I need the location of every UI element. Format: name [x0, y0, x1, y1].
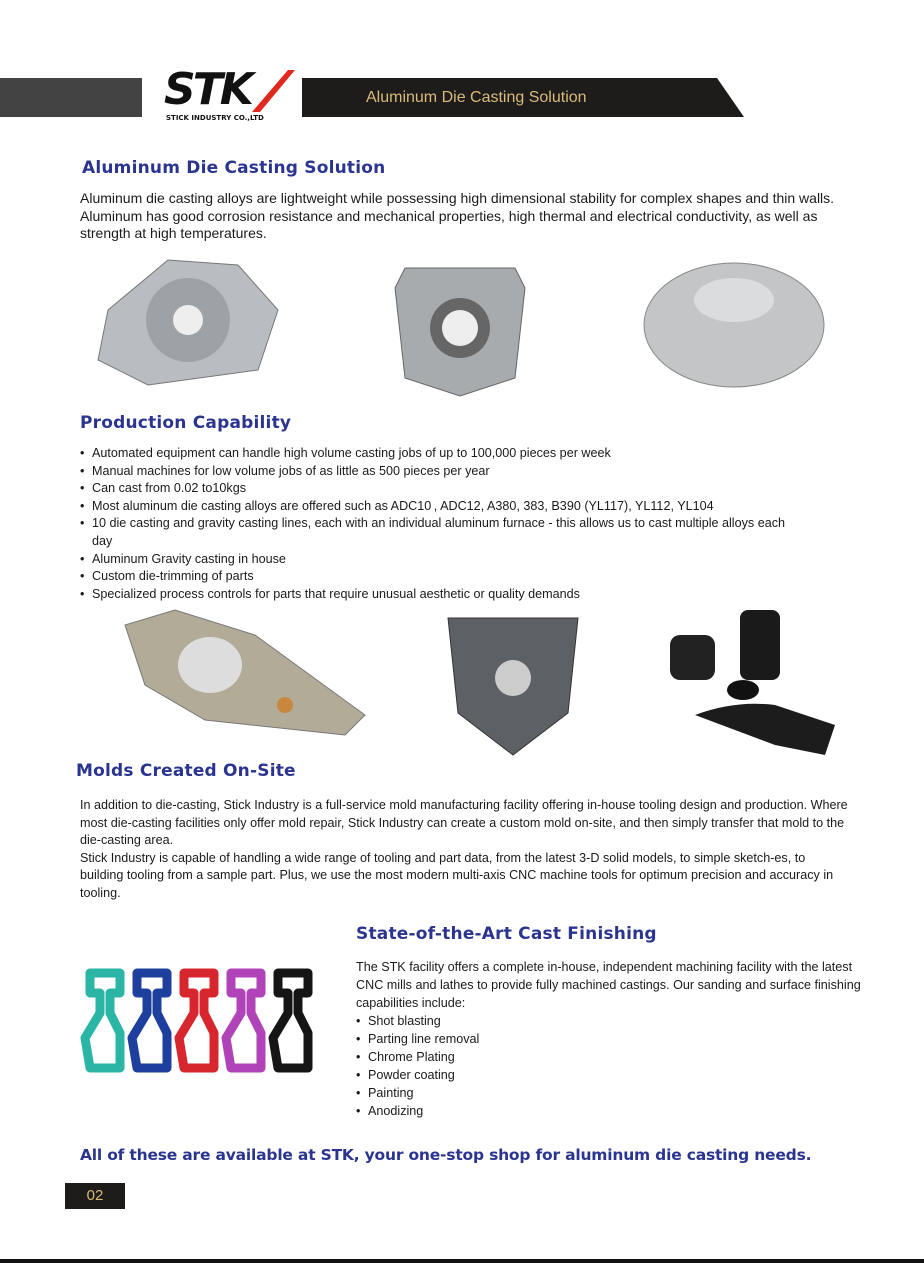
list-item: • Manual machines for low volume jobs of as little as 500 pieces per year [80, 463, 800, 481]
list-item: • Can cast from 0.02 to10kgs [80, 480, 800, 498]
molds-paragraph: In addition to die-casting, Stick Industry is a full-service mold manufacturing facility offering in-house tooling design and production. Where most die-casting facilities only offer mold repair, Stick Industry can create a custom mold on-site, and then simply transfer that mold to the die-casting area. [80, 798, 848, 848]
molds-text [80, 797, 850, 903]
section-title-finishing: State-of-the-Art Cast Finishing [356, 924, 657, 944]
list-item: • Most aluminum die casting alloys are offered such as ADC10 , ADC12, A380, 383, B390 (YL117), YL112, YL104 [80, 498, 800, 516]
section-title-production: Production Capability [80, 413, 292, 433]
production-list [80, 445, 800, 603]
colored-hooks-image [80, 968, 325, 1078]
black-parts-image [665, 605, 840, 760]
page-number: 02 [86, 1187, 104, 1204]
list-item: • Anodizing [356, 1102, 866, 1120]
list-item: • Aluminum Gravity casting in house [80, 551, 800, 569]
bottom-rule [0, 1259, 924, 1263]
logo [160, 64, 296, 124]
section-title-molds: Molds Created On-Site [76, 761, 296, 781]
aluminum-cover-image [642, 255, 827, 390]
molds-paragraph: Stick Industry is capable of handling a wide range of tooling and part data, from the latest 3-D solid models, to simple sketch-es, to building tooling from a sample part. Plus, we use the most modern multi-axis CNC machine tools for optimum precision and accuracy in tooling. [80, 850, 834, 900]
header-left-bar [0, 78, 142, 117]
hook-shape [132, 973, 167, 1068]
finishing-text [356, 958, 866, 1120]
hook-shape [226, 973, 261, 1068]
list-item: • 10 die casting and gravity casting lines, each with an individual aluminum furnace - this allows us to cast multiple alloys each day [80, 515, 800, 550]
banner-title: Aluminum Die Casting Solution [366, 89, 587, 106]
list-item: • Shot blasting [356, 1012, 866, 1030]
finishing-intro: The STK facility offers a complete in-house, independent machining facility with the latest CNC mills and lathes to provide fully machined castings. Our sanding and surface finishing capabilities include: [356, 960, 861, 1010]
hook-shape [273, 973, 308, 1068]
logo-subtext: STICK INDUSTRY CO.,LTD [166, 114, 264, 122]
list-item: • Parting line removal [356, 1030, 866, 1048]
list-item: • Painting [356, 1084, 866, 1102]
list-item: • Chrome Plating [356, 1048, 866, 1066]
alternator-housing-image [88, 250, 283, 390]
footer-tagline: All of these are available at STK, your one-stop shop for aluminum die casting needs. [80, 1146, 812, 1164]
end-shield-image [438, 603, 588, 758]
list-item: • Specialized process controls for parts that require unusual aesthetic or quality demands [80, 586, 800, 604]
hook-shape [85, 973, 120, 1068]
section-body-aluminum: Aluminum die casting alloys are lightweight while possessing high dimensional stability for complex shapes and thin walls. Aluminum has good corrosion resistance and mechanical properties, high thermal and electrical conductivity, as well as strength at high temperatures. [80, 190, 835, 241]
list-item: • Custom die-trimming of parts [80, 568, 800, 586]
logo-text: STK [164, 64, 251, 115]
list-item: • Powder coating [356, 1066, 866, 1084]
list-item: • Automated equipment can handle high volume casting jobs of up to 100,000 pieces per week [80, 445, 800, 463]
gearbox-housing-image [115, 605, 370, 740]
hook-shape [179, 973, 214, 1068]
motor-flange-image [385, 258, 535, 398]
section-title-aluminum: Aluminum Die Casting Solution [82, 158, 386, 178]
finishing-list [356, 1012, 866, 1120]
